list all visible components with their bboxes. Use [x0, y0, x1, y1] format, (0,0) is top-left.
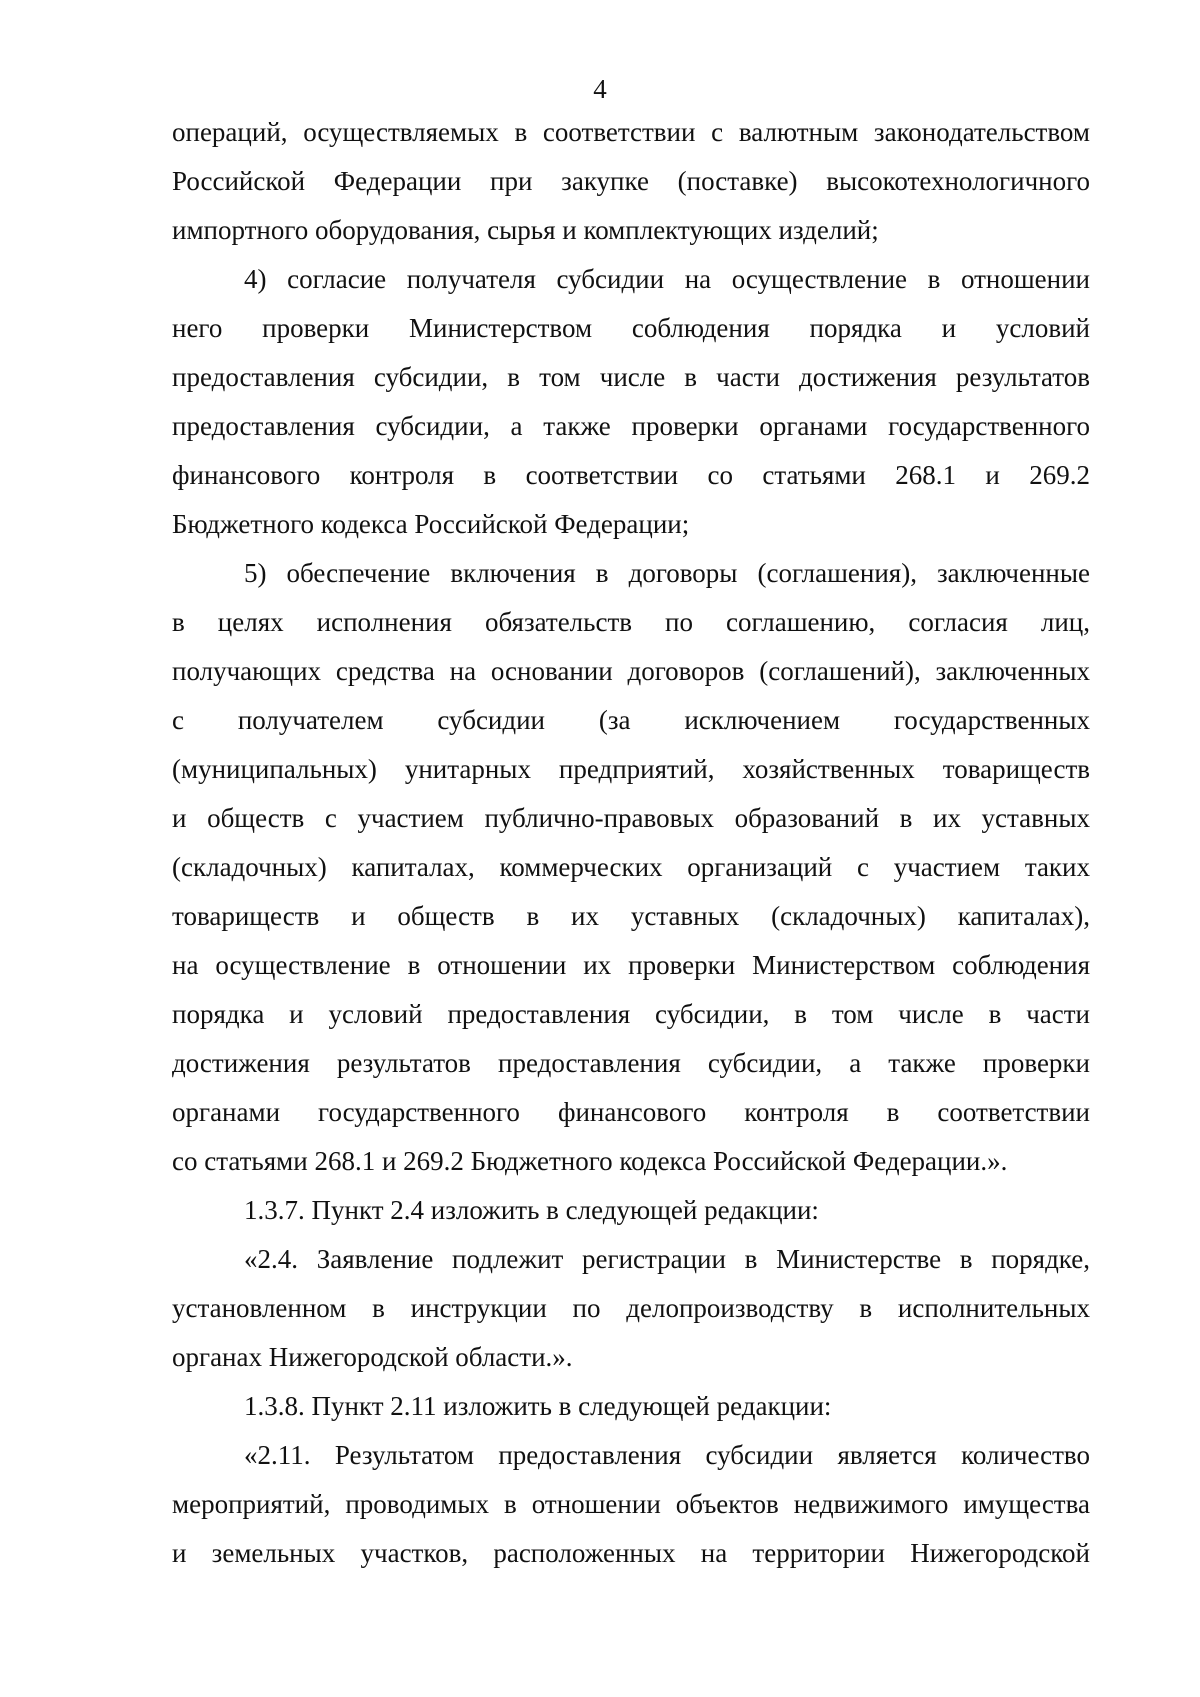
- text-line: со статьями 268.1 и 269.2 Бюджетного кодекса Российской Федерации.».: [172, 1146, 1008, 1176]
- text-line: Российской Федерации при закупке (поставке) высокотехнологичного: [172, 166, 1090, 196]
- text-line: импортного оборудования, сырья и комплектующих изделий;: [172, 215, 879, 245]
- paragraph-2-11: [172, 1431, 1090, 1578]
- paragraph-1-3-7: [172, 1186, 1090, 1235]
- text-line: предоставления субсидии, в том числе в части достижения результатов: [172, 362, 1090, 392]
- paragraph-item-4: [172, 255, 1090, 549]
- paragraph-1-3-8: [172, 1382, 1090, 1431]
- paragraph-continuation: [172, 108, 1090, 255]
- text-line: достижения результатов предоставления субсидии, а также проверки: [172, 1048, 1090, 1078]
- text-line: порядка и условий предоставления субсидии, в том числе в части: [172, 999, 1090, 1029]
- text-line: на осуществление в отношении их проверки Министерством соблюдения: [172, 950, 1090, 980]
- page-number: 4: [593, 74, 607, 104]
- text-line: (муниципальных) унитарных предприятий, хозяйственных товариществ: [172, 754, 1090, 784]
- text-line: и земельных участков, расположенных на территории Нижегородской: [172, 1538, 1090, 1568]
- text-line: 1.3.7. Пункт 2.4 изложить в следующей редакции:: [244, 1195, 819, 1225]
- text-line: органами государственного финансового контроля в соответствии: [172, 1097, 1090, 1127]
- text-line: «2.11. Результатом предоставления субсидии является количество: [244, 1440, 1090, 1470]
- text-line: товариществ и обществ в их уставных (складочных) капиталах),: [172, 901, 1090, 931]
- text-line: предоставления субсидии, а также проверки органами государственного: [172, 411, 1090, 441]
- text-line: установленном в инструкции по делопроизводству в исполнительных: [172, 1293, 1090, 1323]
- text-line: Бюджетного кодекса Российской Федерации;: [172, 509, 690, 539]
- text-line: «2.4. Заявление подлежит регистрации в Министерстве в порядке,: [244, 1244, 1090, 1274]
- text-line: (складочных) капиталах, коммерческих организаций с участием таких: [172, 852, 1090, 882]
- text-line: 5) обеспечение включения в договоры (соглашения), заключенные: [244, 558, 1090, 588]
- text-line: 1.3.8. Пункт 2.11 изложить в следующей редакции:: [244, 1391, 832, 1421]
- text-line: финансового контроля в соответствии со статьями 268.1 и 269.2: [172, 460, 1090, 490]
- text-line: него проверки Министерством соблюдения порядка и условий: [172, 313, 1090, 343]
- document-body: [172, 108, 1090, 1578]
- text-line: с получателем субсидии (за исключением государственных: [172, 705, 1090, 735]
- text-line: 4) согласие получателя субсидии на осуществление в отношении: [244, 264, 1090, 294]
- text-line: получающих средства на основании договоров (соглашений), заключенных: [172, 656, 1090, 686]
- paragraph-item-5: [172, 549, 1090, 1186]
- text-line: в целях исполнения обязательств по соглашению, согласия лиц,: [172, 607, 1090, 637]
- text-line: органах Нижегородской области.».: [172, 1342, 573, 1372]
- paragraph-2-4: [172, 1235, 1090, 1382]
- text-line: и обществ с участием публично-правовых образований в их уставных: [172, 803, 1090, 833]
- text-line: мероприятий, проводимых в отношении объектов недвижимого имущества: [172, 1489, 1090, 1519]
- text-line: операций, осуществляемых в соответствии с валютным законодательством: [172, 117, 1090, 147]
